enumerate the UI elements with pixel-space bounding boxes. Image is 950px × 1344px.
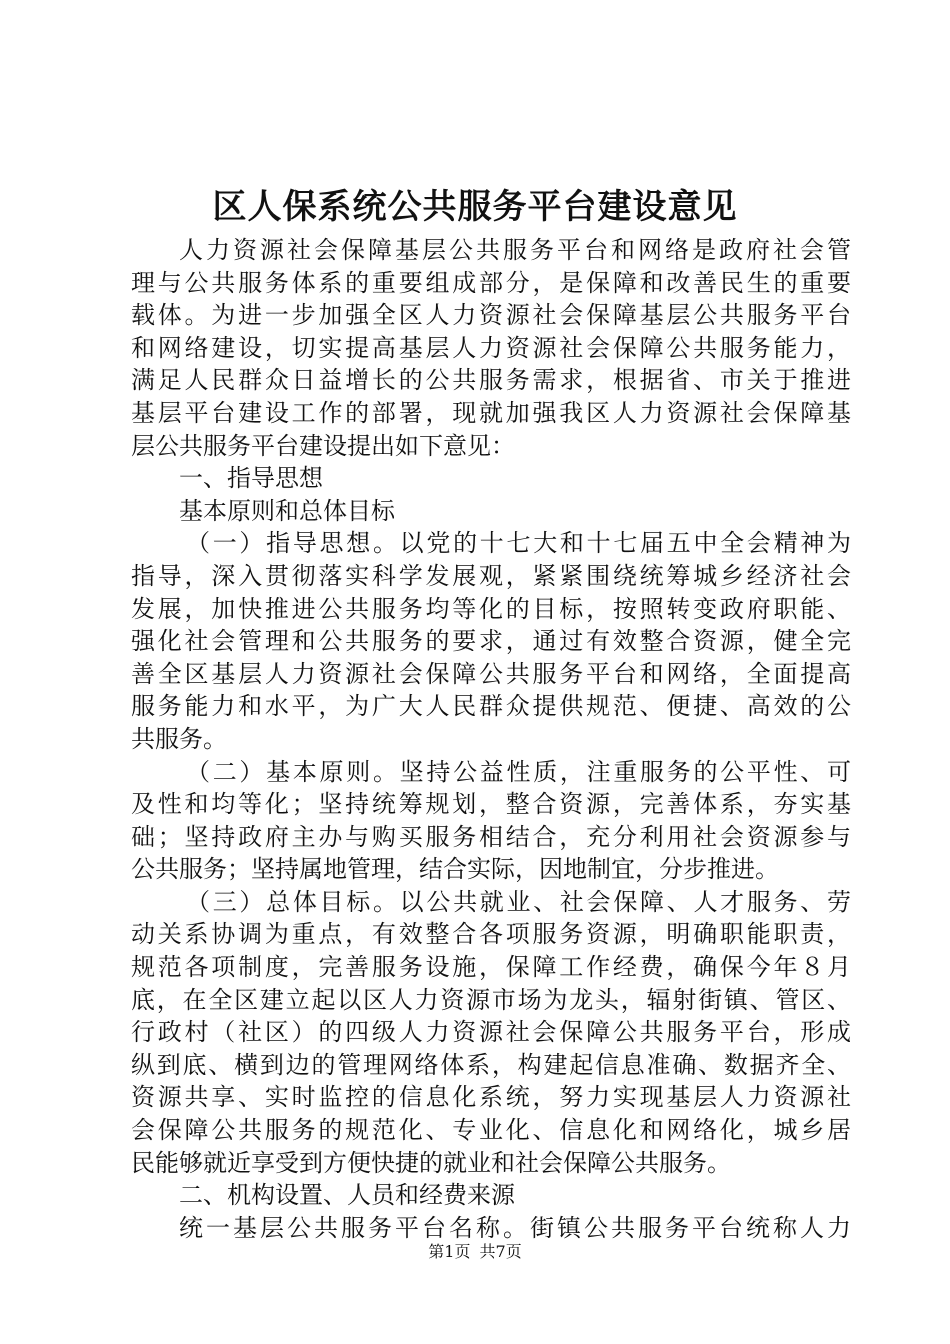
paragraph-line: 动关系协调为重点，有效整合各项服务资源，明确职能职责， [131, 920, 851, 949]
section-heading: 基本原则和总体目标 [179, 496, 395, 525]
paragraph-line: （二）基本原则。坚持公益性质，注重服务的公平性、可 [186, 757, 851, 786]
paragraph-line: 资源共享、实时监控的信息化系统，努力实现基层人力资源社 [131, 1083, 851, 1112]
paragraph-line: 善全区基层人力资源社会保障公共服务平台和网络，全面提高 [131, 659, 851, 688]
paragraph-line: 服务能力和水平，为广大人民群众提供规范、便捷、高效的公 [131, 692, 851, 721]
paragraph-line: 载体。为进一步加强全区人力资源社会保障基层公共服务平台 [131, 301, 851, 330]
paragraph-line: 公共服务；坚持属地管理，结合实际，因地制宜，分步推进。 [131, 855, 779, 884]
document-title: 区人保系统公共服务平台建设意见 [212, 187, 738, 227]
document-body [131, 234, 851, 1244]
paragraph-line: 发展，加快推进公共服务均等化的目标，按照转变政府职能、 [131, 594, 851, 623]
paragraph-line: 层公共服务平台建设提出如下意见： [131, 431, 515, 460]
paragraph-line: 础；坚持政府主办与购买服务相结合，充分利用社会资源参与 [131, 822, 851, 851]
paragraph-line: 基层平台建设工作的部署，现就加强我区人力资源社会保障基 [131, 398, 851, 427]
section-heading: 一、指导思想 [179, 464, 323, 493]
paragraph-line: 及性和均等化；坚持统筹规划，整合资源，完善体系，夯实基 [131, 790, 851, 819]
paragraph-line: 统一基层公共服务平台名称。街镇公共服务平台统称人力 [179, 1213, 851, 1242]
paragraph-line: （三）总体目标。以公共就业、社会保障、人才服务、劳 [186, 887, 851, 916]
paragraph-line: 满足人民群众日益增长的公共服务需求，根据省、市关于推进 [131, 366, 851, 395]
paragraph-line: 规范各项制度，完善服务设施，保障工作经费，确保今年８月 [131, 953, 851, 982]
paragraph-line: 和网络建设，切实提高基层人力资源社会保障公共服务能力， [131, 333, 851, 362]
page-number: 第1页 [428, 1242, 471, 1261]
page-footer [0, 1240, 950, 1264]
paragraph-line: 指导，深入贯彻落实科学发展观，紧紧围绕统筹城乡经济社会 [131, 561, 851, 590]
section-heading: 二、机构设置、人员和经费来源 [179, 1181, 515, 1210]
paragraph-line: 行政村（社区）的四级人力资源社会保障公共服务平台，形成 [131, 1018, 851, 1047]
paragraph-line: （一）指导思想。以党的十七大和十七届五中全会精神为 [186, 529, 851, 558]
paragraph-line: 人力资源社会保障基层公共服务平台和网络是政府社会管 [179, 236, 851, 264]
paragraph-line: 理与公共服务体系的重要组成部分，是保障和改善民生的重要 [131, 268, 851, 297]
page-total: 共7页 [479, 1242, 522, 1261]
paragraph-line: 共服务。 [131, 724, 227, 753]
paragraph-line: 纵到底、横到边的管理网络体系，构建起信息准确、数据齐全、 [131, 1050, 851, 1079]
paragraph-line: 民能够就近享受到方便快捷的就业和社会保障公共服务。 [131, 1148, 731, 1177]
paragraph-line: 底，在全区建立起以区人力资源市场为龙头，辐射街镇、管区、 [131, 985, 851, 1014]
paragraph-line: 强化社会管理和公共服务的要求，通过有效整合资源，健全完 [131, 627, 851, 656]
paragraph-line: 会保障公共服务的规范化、专业化、信息化和网络化，城乡居 [131, 1116, 851, 1145]
